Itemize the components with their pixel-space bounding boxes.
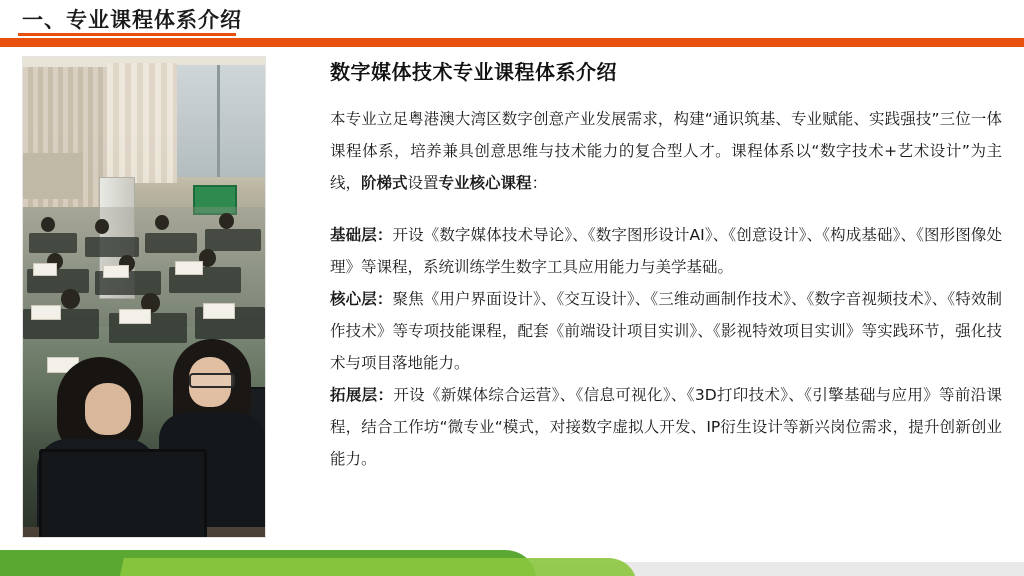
section-text-core: 聚焦《用户界面设计》、《交互设计》、《三维动画制作技术》、《数字音视频技术》、《特效制作技术》等专项技能课程，配套《前端设计项目实训》、《影视特效项目实训》等实践环节，强化技术与项目落地能力。 [330, 290, 1002, 372]
section-label-foundation: 基础层： [330, 226, 393, 244]
curtain-right [107, 63, 177, 183]
name-card [31, 305, 61, 320]
content-area [330, 56, 1002, 475]
photo-scene [23, 57, 265, 537]
name-card [175, 261, 203, 275]
slide-header [0, 0, 1024, 46]
section-foundation [330, 219, 1002, 283]
intro-bold2: 专业核心课程 [438, 174, 532, 192]
intro-text-part3: ： [531, 174, 548, 192]
section-core [330, 283, 1002, 379]
name-card [203, 303, 235, 319]
header-accent-bar [0, 38, 1024, 47]
section-label-core: 核心层： [330, 290, 393, 308]
student-head [155, 215, 169, 230]
section-text-foundation: 开设《数字媒体技术导论》、《数字图形设计AI》、《创意设计》、《构成基础》、《图形图像处理》等课程，系统训练学生数字工具应用能力与美学基础。 [330, 226, 1002, 276]
name-card [33, 263, 57, 276]
desk-row [29, 233, 77, 253]
desk-row [205, 229, 261, 251]
title-underline [18, 33, 236, 36]
classroom-photo [22, 56, 266, 538]
window [177, 65, 265, 177]
student-head [61, 289, 80, 309]
name-card [119, 309, 151, 324]
page-title: 一、专业课程体系介绍 [22, 8, 242, 32]
desk-row [145, 233, 197, 253]
student-a-face [85, 383, 131, 435]
section-label-extension: 拓展层： [330, 386, 394, 404]
wall-board [23, 153, 83, 199]
foreground-monitor [39, 449, 207, 538]
intro-text-part2: 设置 [407, 174, 439, 192]
student-head [41, 217, 55, 232]
footer-light-green-shape [116, 558, 644, 576]
intro-bold1: 阶梯式 [361, 174, 408, 192]
desk-row [85, 237, 139, 257]
content-title: 数字媒体技术专业课程体系介绍 [330, 60, 617, 84]
section-extension [330, 379, 1002, 475]
slide-footer [0, 550, 1024, 576]
intro-paragraph [330, 103, 1002, 199]
section-text-extension: 开设《新媒体综合运营》、《信息可视化》、《3D打印技术》、《引擎基础与应用》等前沿课程，结合工作坊“微专业“模式，对接数字虚拟人开发、IP衍生设计等新兴岗位需求，提升创新创业能力。 [330, 386, 1002, 468]
intro-text-part1: 本专业立足粤港澳大湾区数字创意产业发展需求，构建“通识筑基、专业赋能、实践强技”三位一体课程体系，培养兼具创意思维与技术能力的复合型人才。课程体系以“数字技术+艺术设计”为主线， [330, 110, 1002, 192]
glasses [189, 373, 235, 388]
student-head [95, 219, 109, 234]
name-card [103, 265, 129, 278]
student-head [219, 213, 234, 229]
